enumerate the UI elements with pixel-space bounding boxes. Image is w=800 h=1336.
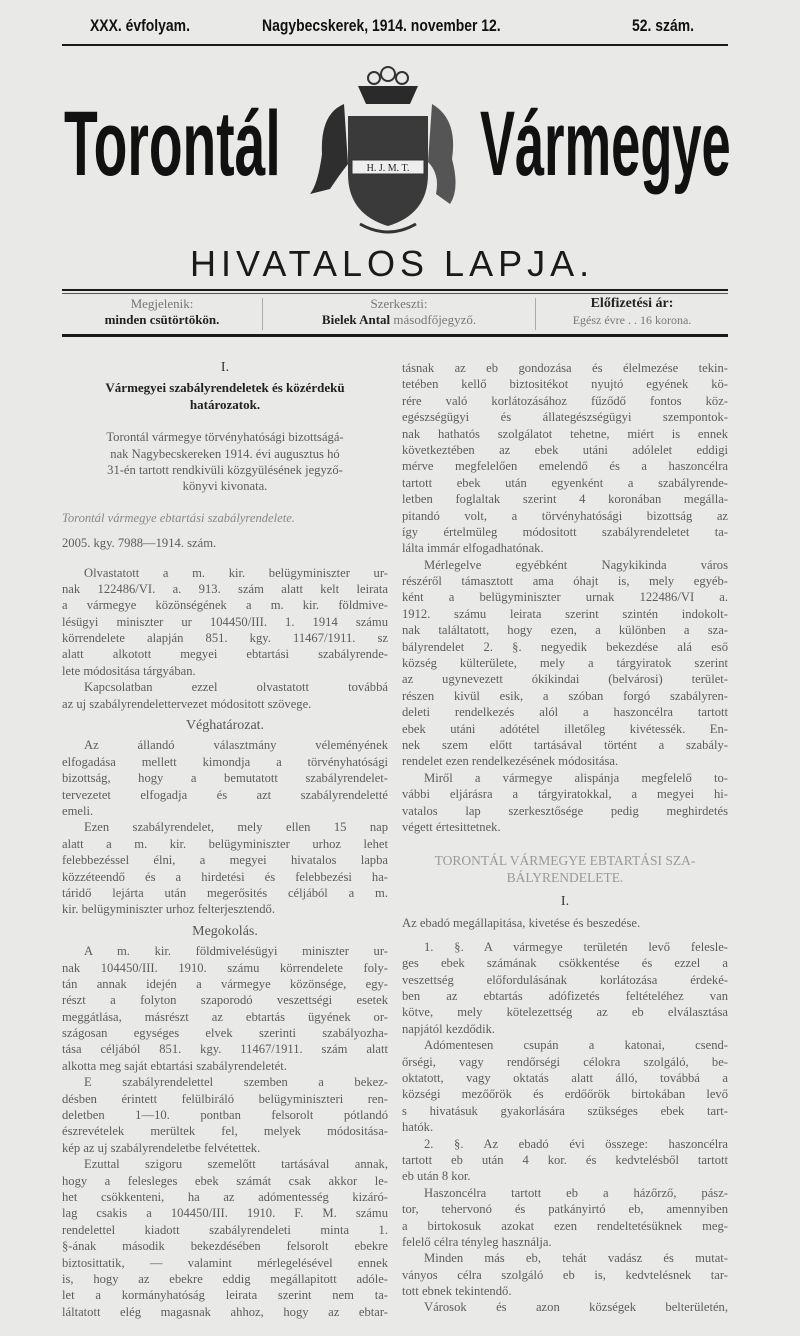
text-line: meggátlása, másrészt az ebtartás ügyének or- [62,1009,388,1024]
info-rule-top [62,289,728,291]
minutes-intro [62,429,388,495]
text-line: egészségügyi és állategészségügyi szempontok- [402,410,728,425]
section-number [402,894,728,910]
text-line: nek szem előtt tartásával történt a szabály- [402,737,728,752]
text-line: s hivatásuk gyakorlására szükséges ebek tart- [402,1103,728,1118]
text-line: ként a belügyminiszter urnak 122486/VI a. [402,590,728,605]
text-line: vábbi eljárásra a tárgyiratokkal, a megyei hi- [402,787,728,802]
section-title [62,380,388,413]
paragraph [402,1250,728,1299]
chapter-title [402,915,728,931]
text-line: eb után 8 kor. [402,1169,471,1184]
text-line: Minden más eb, tehát vadász és mutat- [424,1251,728,1266]
subheading [62,924,388,940]
crown-icon [358,67,418,104]
text-line: kir. belügyminiszter urhoz felterjesztendő. [62,902,275,917]
price-value: Egész évre . . 16 korona. [572,313,692,327]
text-line: TORONTÁL VÁRMEGYE EBTARTÁSI SZA- [434,853,696,869]
paragraph [402,1185,728,1251]
text-line: lete módositása tárgyában. [62,663,196,678]
text-line: nak Nagybecskereken 1914. évi augusztus hó [110,446,340,461]
editor-name: Bielek Antal [321,312,391,327]
article-column-left [62,360,388,1320]
masthead-title-left: Torontál [64,93,281,195]
text-line: alkotta meg saját ebtartási szabályrendeletét. [62,1058,287,1073]
article-column-right [402,360,728,1316]
text-line: kép az uj szabályrendeletbe felvétettek. [62,1140,261,1155]
paragraph [402,1037,728,1135]
text-line: tott ebnek tekintendő. [402,1284,512,1299]
text-line: őrségi, vagy rendőrségi célokra szolgáló, be- [402,1054,728,1069]
text-line: tor, tehervonó és patkányirtó eb, amennyiben [402,1202,728,1217]
text-line: ges ebek számának csökkentése és ezzel a [402,956,728,971]
text-line: az uj szabályrendelettervezet módositott szövege. [62,696,312,711]
text-line: láltatott elég magasnak ahhoz, hogy az ebtar- [62,1304,388,1319]
text-line: Miről a vármegye alispánja megfelelő to- [424,770,728,785]
paragraph [62,943,388,1074]
text-line: felelő célra tényleg használja. [402,1234,552,1249]
text-line: nak 104450/III. 1910. számu körrendelete foly- [62,960,388,975]
reference-number [62,535,388,551]
text-line: határozatok. [189,396,261,412]
text-line: Kapcsolatban ezzel olvastatott továbbá [84,680,388,695]
place-date: Nagybecskerek, 1914. november 12. [262,16,501,35]
text-line: részéről támasztott ama óhajt is, mely egyéb- [402,574,728,589]
info-rule-top-thin [62,293,728,294]
text-line: részt a folyton szaporodó veszettségi esetek [62,993,388,1008]
text-line: Olvastatott a m. kir. belügyminiszter ur- [84,565,388,580]
text-line: deletben 1—10. pontban felsorolt pótlandó [62,1108,388,1123]
text-line: észrevételek merültek fel, melyek módositása- [62,1124,388,1139]
text-line: tervezetet elfogadja és azt szabályrendeletté [62,787,388,802]
text-line: a vármegye közönségének a m. kir. földmive- [62,598,388,613]
text-line: rére való korlátozásához fűződő fontos köz- [402,393,728,408]
text-line: ben az ebtartás adófizetés feltételéhez van [402,989,728,1004]
text-line: kötve, mely kötelezettség az eb elválasztása [402,1005,728,1020]
text-line: tásnak az eb gondozása és élelmezése tekin- [402,361,728,375]
text-line: hatók. [402,1120,434,1135]
text-line: községi mezőőrök és erdőőrök birtokában levő [402,1087,728,1102]
masthead-subtitle: HIVATALOS LAPJA. [190,243,595,284]
text-line: I. [220,360,230,375]
text-line: désben érintett felülbiráló belügyminiszteri ren- [62,1091,388,1106]
subheading [62,718,388,734]
editor-role: másodfőjegyző. [393,312,477,327]
regulation-title [62,510,388,526]
text-line: mérve megfelelően emelendő és a haszoncélra [402,459,728,474]
info-rule-bottom [62,334,728,337]
text-line: 2. §. Az ebadó évi összege: haszoncélra [424,1136,728,1151]
text-line: lag csakis a 104450/III. 1910. F. M. számu [62,1206,388,1221]
text-line: szágosan egységes elvek szerinti szabályozha- [62,1026,388,1041]
text-line: tása céljából 851. kgy. 11467/1911. szám alatt [62,1042,388,1057]
text-line: tetében kellő biztositékot nyujtó egyének kö- [402,377,728,392]
text-line: lálta immár elfogadhatónak. [402,541,544,556]
paragraph [62,1074,388,1156]
text-line: nak hathatós szolgálatot tehetne, miért is ennek [402,426,728,441]
info-editor [263,296,535,330]
text-line: 1. §. A vármegye területén levő felesle- [424,939,728,954]
paragraph [402,939,728,1037]
eagle-icon [310,104,348,194]
text-line: ványos célra szolgáló eb is, kedvtelésnek tar- [402,1267,728,1282]
text-line: 31-én tartott rendkivüli közgyülésének jegyző- [107,462,343,477]
coat-of-arms-icon [300,64,476,240]
text-line: Városok és azon községek belterületén, [424,1300,728,1315]
text-line: napjától kezdődik. [402,1021,496,1036]
text-line: rendelet ezen rendelkezésének módositása. [402,754,619,769]
text-line: I. [560,894,570,910]
section-number [62,360,388,376]
text-line: Ezuttal szigoru szemelőtt tartásával annak, [84,1157,388,1172]
issue-header [0,6,800,36]
paragraph [402,557,728,770]
regulation-heading [402,853,728,886]
text-line: alatt a m. kir. belügyminiszter urhoz lehet [62,836,388,851]
text-line: is, hogy az ebekre eddig megállapitott adóle- [62,1271,388,1286]
text-line: község külterülete, mely a tárgyiratok szerint [402,656,728,671]
text-line: oktatott, vagy oktatás alatt álló, továbbá a [402,1071,728,1086]
text-line: tartott eb után 4 kor. és kedvtelésből tartott [402,1152,728,1167]
text-line: emeli. [62,803,94,818]
paragraph [402,1136,728,1185]
text-line: hogy a felesleges ebek számát csak akkor le- [62,1173,388,1188]
issue-number: 52. szám. [632,16,694,35]
text-line: vatalos lap szerkesztősége pedig meghirdetés [402,803,728,818]
text-line: BÁLYRENDELETE. [506,869,624,885]
text-line: lésügyi miniszter ur 104450/III. 1. 1914 számu [62,614,388,629]
text-line: Haszoncélra tartott eb a házőrző, pász- [424,1185,728,1200]
text-line: Vármegyei szabályrendeletek és közérdekü [105,380,345,396]
appears-label: Megjelenik: [130,296,194,311]
text-line: het csökkenteni, ha az adómentesség kizáró- [62,1189,388,1204]
header-rule [62,44,728,46]
text-line: 2005. kgy. 7988—1914. szám. [62,536,217,551]
text-line: 1912. számu leirata szerint szintén indokolt- [402,606,728,621]
crest-lettering: H. J. M. T. [366,163,410,174]
volume-label: XXX. évfolyam. [90,16,190,35]
text-line: körrendelete alapján 851. kgy. 11467/1911. sz [62,631,388,646]
lion-icon [428,104,456,204]
paragraph [62,737,388,819]
text-line: táridő lejárta után megerősités céljából a m. [62,885,388,900]
text-line: Az állandó választmány véleményének [84,738,388,753]
text-line: bizottság, hogy a bemutatott szabályrendelet- [62,771,388,786]
text-line: végett értesittetnek. [402,819,501,834]
text-line: pitandó volt, a törvényhatósági bizottság az [402,508,728,523]
text-line: nak 122486/VI. a. 913. szám alatt kelt leirata [62,581,388,596]
text-line: ebek utáni adótétel illetőleg kivétessék. En- [402,721,728,736]
paragraph [402,1299,728,1315]
text-line: Megokolás. [192,923,258,939]
text-line: let a kormányhatóság leirata szerint nem ta- [62,1288,388,1303]
text-line: bályrendelet 2. §. negyedik bekezdése alá eső [402,639,728,654]
text-line: könyvi kivonata. [182,479,268,494]
paragraph [62,679,388,712]
paragraph-continued [402,360,728,557]
text-line: E szabályrendelettel szemben a bekez- [84,1075,388,1090]
text-line: deleti rendelkezés alól a haszoncélra tartott [402,705,728,720]
info-price [536,296,728,330]
text-line: alatt alkotott megyei ebtartási szabályrende- [62,647,388,662]
text-line: közzéteendő és a hirdetési és felebbezési ha- [62,869,388,884]
text-line: tán annak idején a vármegye közönsége, egy- [62,976,388,991]
text-line: biztosittatik, — valamint mérlegelésével ennek [62,1255,388,1270]
text-line: letben foglaltak szerint 4 koronában megálla- [402,492,728,507]
text-line: Véghatározat. [185,718,265,734]
text-line: részen kivül esik, a szóban forgó szabályren- [402,688,728,703]
text-line: rendelettel kiadott szabályrendeleti minta 1. [62,1222,388,1237]
text-line: tartott ebek után egyenként a szabályrende- [402,475,728,490]
paragraph [62,819,388,917]
text-line: a birtokosuk azokat ezen rendeltetésüknek meg- [402,1218,728,1233]
text-line: így értelmüleg módositott szabályrendeletet ta- [402,524,728,539]
text-line: Az ebadó megállapitása, kivetése és beszedése. [402,915,641,930]
text-line: Torontál vármegye ebtartási szabályrendelete. [62,510,295,525]
info-appears [62,296,262,330]
text-line: Mérlegelve egyébként Nagykikinda város [424,557,728,572]
text-line: A m. kir. földmivelésügyi miniszter ur- [84,944,388,959]
text-line: Ezen szabályrendelet, mely ellen 15 nap [84,820,388,835]
paragraph [402,770,728,836]
paragraph [62,565,388,680]
text-line: elfogadása mellett kimondja a törvényhatósági [62,754,388,769]
text-line: felebbezéssel élni, a megyei hivatalos lapba [62,853,388,868]
text-line: Torontál vármegye törvényhatósági bizottságá- [106,430,344,445]
editor-label: Szerkeszti: [370,296,428,311]
text-line: §-ának második bekezdésében felsorolt ebekre [62,1239,388,1254]
text-line: veszettség előfordulásának korlátozása érdeké- [402,972,728,987]
text-line: következtében az ebek utáni adólelet eddigi [402,442,728,457]
appears-value: minden csütörtökön. [104,312,220,327]
text-line: Adómentesen csupán a katonai, csend- [424,1038,728,1053]
text-line: az ugynevezett ókikindai (belvárosi) terület- [402,672,728,687]
price-label: Előfizetési ár: [590,296,674,311]
paragraph [62,1156,388,1320]
masthead-title-right: Vármegye [480,93,731,195]
text-line: nak találtatott, hogy ezen, a különben a sza- [402,623,728,638]
